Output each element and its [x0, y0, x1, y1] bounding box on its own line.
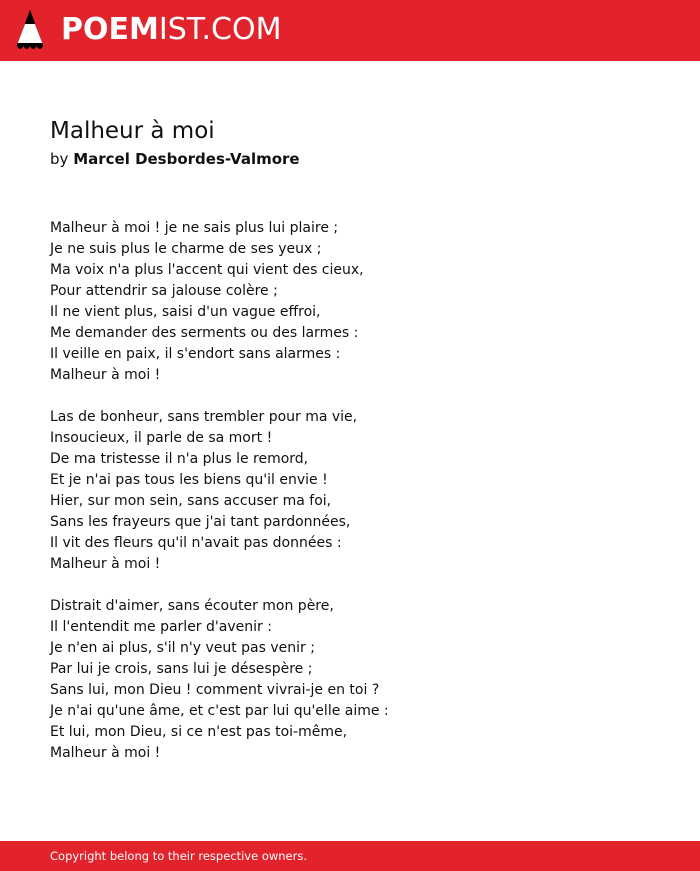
poem-line: Et lui, mon Dieu, si ce n'est pas toi-même,: [50, 724, 348, 740]
poem-line: Et je n'ai pas tous les biens qu'il envie !: [50, 472, 328, 488]
by-label: by: [50, 150, 69, 168]
poem-line: Malheur à moi ! je ne sais plus lui plaire ;: [50, 220, 339, 236]
poem-line: Malheur à moi !: [50, 367, 161, 383]
poem-title: Malheur à moi: [50, 118, 215, 144]
copyright-notice: Copyright belong to their respective owners.: [50, 849, 308, 863]
poem-line: Il ne vient plus, saisi d'un vague effroi,: [50, 304, 321, 320]
poem-line: Malheur à moi !: [50, 556, 161, 572]
footer-bar: [0, 841, 700, 871]
poem-line: Il veille en paix, il s'endort sans alarmes :: [50, 346, 341, 362]
poem-line: Il l'entendit me parler d'avenir :: [50, 619, 272, 635]
logo-text-bold: POEM: [61, 12, 159, 47]
poem-line: Ma voix n'a plus l'accent qui vient des cieux,: [50, 262, 364, 278]
stanza: [50, 596, 650, 764]
poem-line: Malheur à moi !: [50, 745, 161, 761]
poem-body: [50, 218, 650, 785]
poem-line: Je ne suis plus le charme de ses yeux ;: [50, 241, 322, 257]
poem-line: De ma tristesse il n'a plus le remord,: [50, 451, 309, 467]
site-logo[interactable]: [61, 11, 281, 49]
poem-line: Hier, sur mon sein, sans accuser ma foi,: [50, 493, 332, 509]
poem-line: Il vit des fleurs qu'il n'avait pas données :: [50, 535, 342, 551]
poem-line: Sans les frayeurs que j'ai tant pardonnées,: [50, 514, 351, 530]
stanza: [50, 218, 650, 386]
poem-author: Marcel Desbordes-Valmore: [73, 150, 300, 168]
poem-line: Las de bonheur, sans trembler pour ma vie,: [50, 409, 358, 425]
pencil-tip-icon: [16, 9, 44, 52]
poem-line: Je n'en ai plus, s'il n'y veut pas venir ;: [50, 640, 315, 656]
poem-byline: [50, 149, 300, 169]
poem-line: Sans lui, mon Dieu ! comment vivrai-je en toi ?: [50, 682, 380, 698]
poem-line: Je n'ai qu'une âme, et c'est par lui qu'elle aime :: [50, 703, 389, 719]
poem-line: Me demander des serments ou des larmes :: [50, 325, 359, 341]
header-bar: [0, 0, 700, 61]
logo-text-light: IST.COM: [158, 12, 282, 47]
poem-line: Pour attendrir sa jalouse colère ;: [50, 283, 278, 299]
stanza: [50, 407, 650, 575]
poem-line: Distrait d'aimer, sans écouter mon père,: [50, 598, 334, 614]
poem-line: Insoucieux, il parle de sa mort !: [50, 430, 273, 446]
poem-line: Par lui je crois, sans lui je désespère ;: [50, 661, 313, 677]
